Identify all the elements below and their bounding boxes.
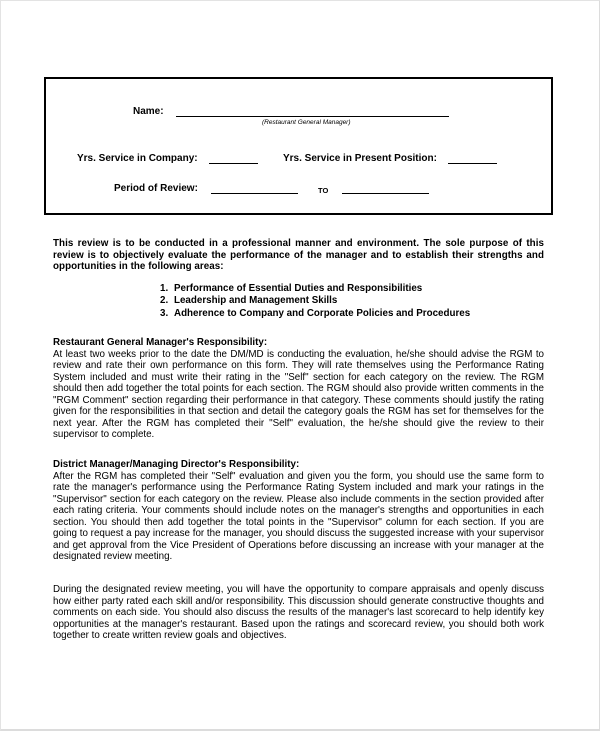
list-item-number: 1. (160, 283, 169, 294)
name-label: Name: (133, 106, 164, 117)
period-to-label: TO (318, 186, 329, 195)
review-meeting-section (53, 584, 544, 642)
evaluation-areas-list (160, 283, 470, 320)
period-label: Period of Review: (114, 183, 198, 194)
list-item (160, 308, 470, 320)
list-item (160, 295, 470, 307)
section-body: During the designated review meeting, you will have the opportunity to compare appraisals and openly discuss how either party rated each skill and/or responsibility. This discussion should generate constructive thoughts and comments on each side. You should also discuss the results of the manager's last scorecard to help identify key opportunities at the manager's restaurant. Based upon the ratings and scorecard review, you should both work together to create written review goals and objectives. (53, 584, 544, 641)
list-item-number: 2. (160, 295, 169, 307)
intro-paragraph: This review is to be conducted in a professional manner and environment. The sole purpose of this review is to objectively evaluate the performance of the manager and to establish their strengths and opportunities in the following areas: (53, 238, 544, 273)
period-to-field[interactable] (342, 193, 429, 194)
rgm-responsibility-section (53, 337, 544, 441)
section-heading: Restaurant General Manager's Responsibility: (53, 337, 268, 348)
yrs-company-field[interactable] (209, 163, 258, 164)
yrs-position-label: Yrs. Service in Present Position: (283, 153, 437, 164)
list-item-label: Performance of Essential Duties and Responsibilities (174, 283, 423, 294)
yrs-position-field[interactable] (448, 163, 497, 164)
period-from-field[interactable] (211, 193, 298, 194)
section-heading: District Manager/Managing Director's Responsibility: (53, 459, 300, 470)
list-item (160, 283, 470, 295)
list-item-number: 3. (160, 307, 169, 319)
section-body: At least two weeks prior to the date the DM/MD is conducting the evaluation, he/she should advise the RGM to review and rate their own performance on this form. They will rate themselves using the Performance Rating System included and must write their rating in the "Self" section for each category on the review. The RGM should then add together the total points for each section. The RGM should also provide written comments in the "RGM Comment" section regarding their performance in that category. These comments should justify the rating given for the responsibilities in that section and detail the category goals the RGM has set for themselves for the next year. After the RGM has completed their "Self" evaluation, the he/she should give the review to their supervisor to complete. (53, 348, 544, 440)
section-body: After the RGM has completed their "Self" evaluation and given you the form, you should use the same form to rate the manager's performance using the Performance Rating System included and mark your ratings in the "Supervisor" section for each category on the review. Please also include comments in the section provided after each rating criteria. Your comments should include notes on the manager's strengths and opportunities in each section. You should then add together the total points in the "Supervisor" column for each section. If you are going to request a pay increase for the manager, you should discuss the suggested increase with your supervisor and get approval from the Vice President of Operations before discussing an increase with your manager at the designated review meeting. (53, 470, 544, 562)
name-caption: (Restaurant General Manager) (262, 119, 351, 126)
name-field[interactable] (176, 116, 449, 117)
list-item-label: Leadership and Management Skills (174, 295, 338, 307)
yrs-company-label: Yrs. Service in Company: (77, 153, 198, 164)
list-item-label: Adherence to Company and Corporate Policies and Procedures (174, 307, 471, 319)
dm-md-responsibility-section (53, 459, 544, 563)
